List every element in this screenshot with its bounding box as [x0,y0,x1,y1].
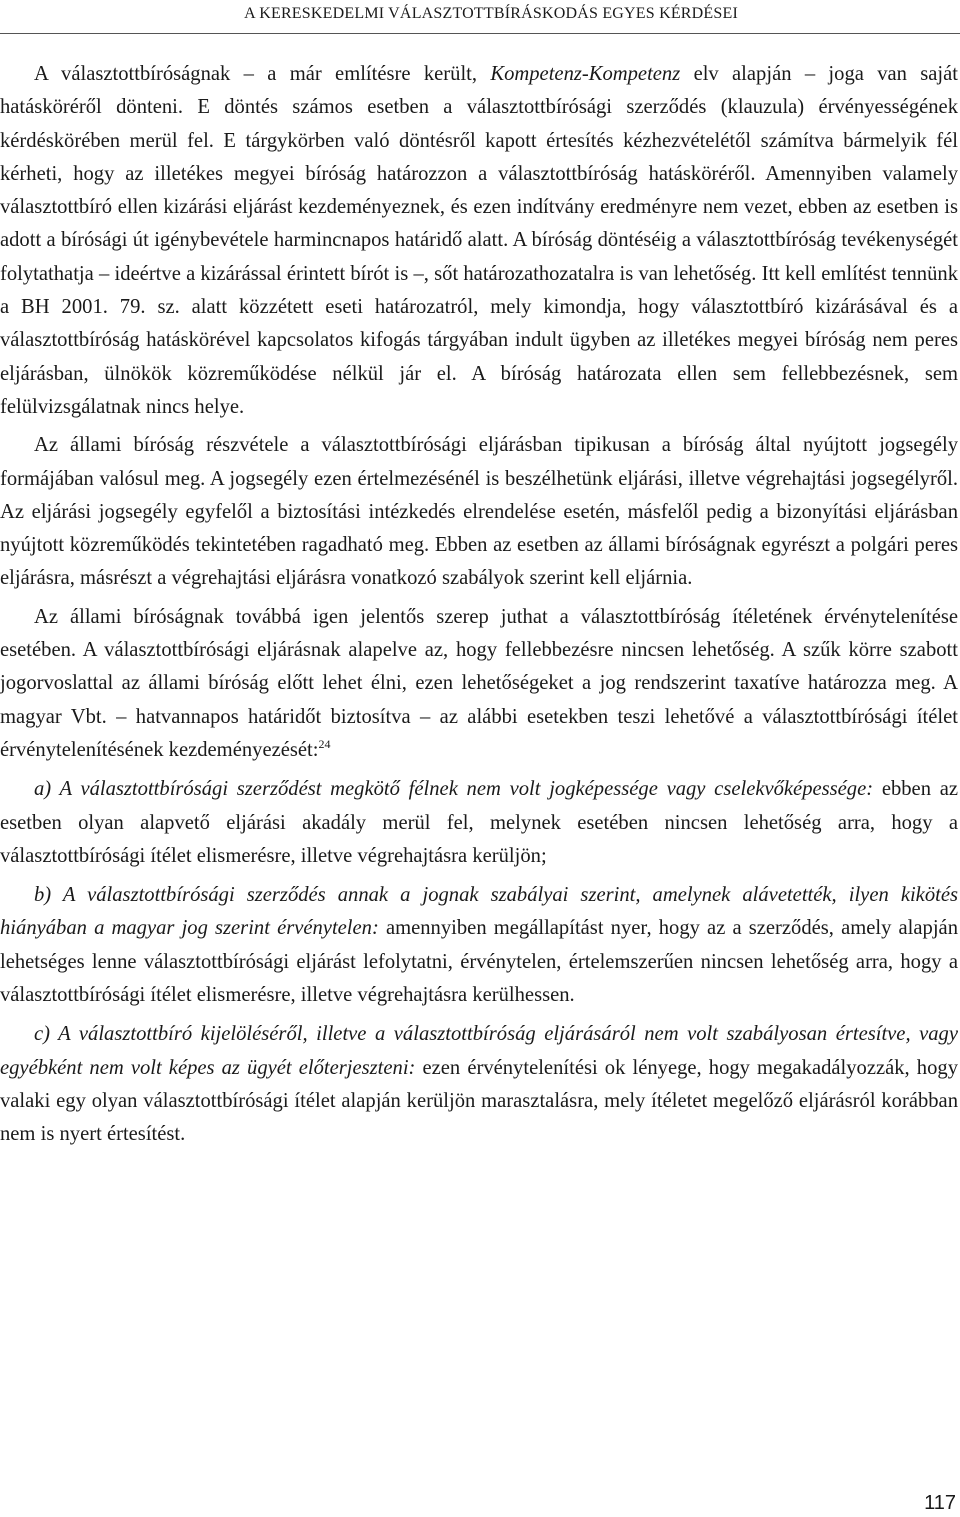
list-item-b [0,879,958,1012]
paragraph-1-part-1: A választottbíróságnak – a már említésre került, [34,63,491,85]
footnote-ref-24: 24 [318,737,331,752]
paragraph-2-text: Az állami bíróság részvétele a választottbírósági eljárásban tipikusan a bíróság által nyújtott jogsegély formájában valósul meg. A jogsegély ezen értelmezésénél is beszélhetünk eljárási, illetve végrehajtási jogsegélyről. Az eljárási jogsegély egyfelől a biztosítási intézkedés elrendelése esetén, másfelől pedig a bizonyítási eljárásban nyújtott közreműködés tekintetében ragadható meg. Ebben az esetben az állami bíróságnak egyrészt a polgári peres eljárásra, másrészt a végrehajtási eljárásra vonatkozó szabályok szerint kell eljárnia. [0,434,958,590]
list-item-b-heading: b) A választottbírósági szerződés annak a jognak szabályai szerint, amelynek alávetették, ilyen kikötés hiányában a magyar jog szerint érvénytelen: [0,884,958,940]
list-item-c-heading: c) A választottbíró kijelöléséről, illetve a választottbíróság eljárásáról nem volt szabályosan értesítve, vagy egyébként nem volt képes az ügyét előterjeszteni: [0,1023,958,1079]
paragraph-1 [0,58,958,424]
paragraph-2 [0,429,958,595]
list-item-a-heading: a) A választottbírósági szerződést megkötő félnek nem volt jogképessége vagy cselekvőképessége: [34,778,874,801]
list-item-c [0,1018,958,1151]
page-number: 117 [924,1492,956,1514]
list-item-b-text: amennyiben megállapítást nyer, hogy az a szerződés, amely alapján lehetséges lenne választottbírósági eljárást lefolytatni, érvénytelen, értelemszerűen nincsen lehetőség arra, hogy a választottbírósági ítélet elismerésre, illetve végrehajtásra kerülhessen. [0,917,958,1007]
body-text [0,58,958,1152]
list-item-a [0,773,958,873]
paragraph-3 [0,601,958,767]
list-item-a-text: ebben az esetben olyan alapvető eljárási akadály merül fel, melynek esetében nincsen lehetőség arra, hogy a választottbírósági ítélet elismerésre, illetve végrehajtásra kerüljön; [0,778,959,867]
list-item-c-text: ezen érvénytelenítési ok lényege, hogy megakadályozzák, hogy valaki egy olyan választottbírósági ítélet alapján kerüljön marasztalásra, mely ítéletet megelőző eljárásról korábban nem is nyert értesítést. [0,1056,958,1146]
header-rule [0,33,960,34]
running-head: A KERESKEDELMI VÁLASZTOTTBÍRÁSKODÁS EGYES KÉRDÉSEI [244,5,738,22]
paragraph-1-part-3: elv alapján – joga van saját hatásköréről dönteni. E döntés számos esetben a választottbírósági szerződés (klauzula) érvényességének kérdéskörében merül fel. E tárgykörben való döntésről kapott értesítés kézhezvételétől számítva bármelyik fél kérheti, hogy az illetékes megyei bíróság határozzon a választottbíróság hatásköréről. Amennyiben valamely választottbíró ellen kizárási eljárást kezdeményeznek, és ezen indítvány eredményre nem vezet, ebben az esetben is adott a bírósági út igénybevétele harmincnapos határidő alatt. A bíróság döntéséig a választottbíróság tevékenységét folytathatja – ideértve a kizárással érintett bírót is –, sőt határozathozatalra is van lehetőség. Itt kell említést tennünk a BH 2001. 79. sz. alatt közzétett eseti határozatról, mely kimondja, hogy választottbíró kizárásával és a választottbíróság hatáskörével kapcsolatos kifogás tárgyában indult ügyben az illetékes megyei bíróság nem peres eljárásban, ülnökök közreműködése nélkül jár el. A bíróság határozata ellen sem fellebbezésnek, sem felülvizsgálatnak nincs helye. [0,63,959,418]
paragraph-1-italic-term: Kompetenz-Kompetenz [490,63,681,85]
paragraph-3-text: Az állami bíróságnak továbbá igen jelentős szerep juthat a választottbíróság ítéletének érvénytelenítése esetében. A választottbírósági eljárásnak alapelve az, hogy fellebbezésre nincsen lehetőség. A szűk körre szabott jogorvoslattal az állami bíróság előtt lehet élni, ezen lehetőségeket a jog rendszerint taxatíve határozza meg. A magyar Vbt. – hatvannapos határidőt biztosítva – az alábbi esetekben teszi lehetővé a választottbírósági ítélet érvénytelenítésének kezdeményezését: [0,605,958,761]
